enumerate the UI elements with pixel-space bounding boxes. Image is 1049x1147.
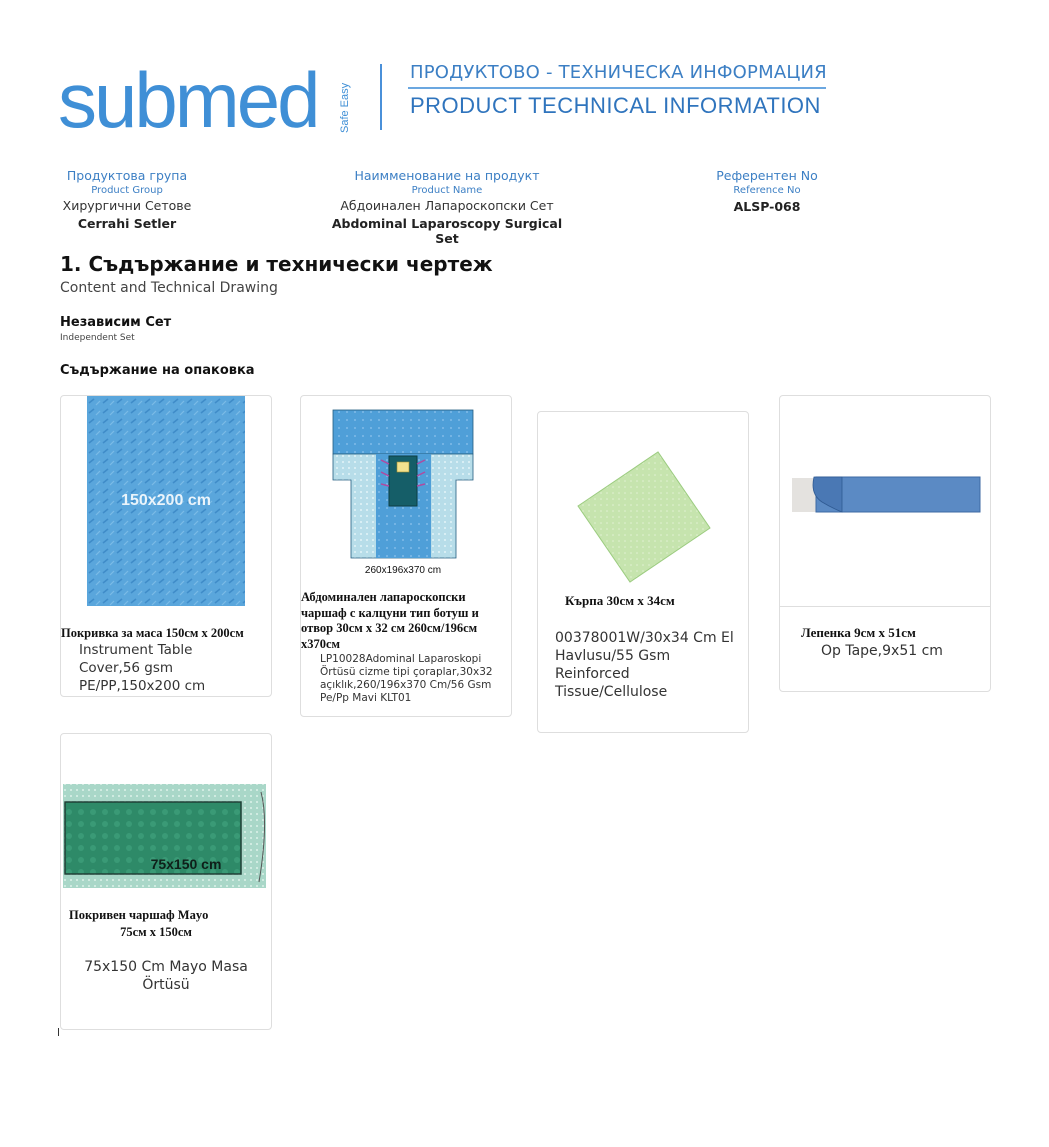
table-cover-image: [87, 396, 245, 606]
set-subtitle: Independent Set: [60, 333, 135, 343]
product-name-value-en: Abdominal Laparoscopy Surgical Set: [331, 216, 563, 246]
abdominal-drape-description: LP10028Adominal Laparoskopi Örtüsü cizme tipi çoraplar,30x32 açıklık,260/196x370 Cm/56 Gsm Pe/Pp Mavi KLT01: [320, 653, 493, 704]
table-cover-dimension-label: 150x200 cm: [121, 492, 211, 509]
item-card-op-tape: [779, 395, 991, 692]
product-group-label: Продуктова група: [66, 168, 188, 183]
tape-image-divider: [780, 606, 990, 607]
product-group-block: [42, 168, 212, 231]
towel-title-bg: Кърпа 30см x 34см: [565, 593, 675, 608]
abdominal-drape-dimension-label: 260x196x370 cm: [364, 565, 442, 576]
title-rule: [408, 87, 826, 89]
logo-wordmark: submed: [58, 56, 318, 135]
towel-image: [574, 448, 714, 588]
towel-description: 00378001W/30x34 Cm El Havlusu/55 Gsm Reinforced Tissue/Cellulose: [555, 630, 734, 700]
package-contents-title: Съдържание на опаковка: [60, 363, 255, 378]
table-cover-description: Instrument Table Cover,56 gsm PE/PP,150x200 cm: [79, 642, 206, 694]
product-group-value: Хирургични Сетове: [62, 198, 192, 213]
reference-label: Референтен No: [716, 168, 818, 183]
table-cover-title-bg: Покривка за маса 150см x 200см: [61, 626, 244, 640]
mayo-cover-image: [63, 782, 268, 890]
header-divider: [380, 64, 382, 130]
mayo-cover-title-bg-line1: Покривен чаршаф Mayo: [69, 908, 209, 922]
reference-block: [690, 168, 844, 214]
mayo-cover-description-line1: 75x150 Cm Mayo Masa: [84, 959, 248, 975]
section-title: 1. Съдържание и технически чертеж: [60, 252, 493, 276]
page-mark: [58, 1028, 59, 1036]
item-card-table-cover: [60, 395, 272, 697]
mayo-cover-description-line2: Örtüsü: [142, 977, 190, 993]
item-card-abdominal-drape: [300, 395, 512, 717]
product-name-label: Наимменование на продукт: [354, 168, 540, 183]
product-group-label-en: Product Group: [91, 185, 163, 196]
abdominal-drape-drawing: [311, 400, 501, 580]
item-card-mayo-cover: [60, 733, 272, 1030]
set-title: Независим Сет: [60, 315, 172, 330]
product-name-value: Абдоинален Лапароскопски Сет: [340, 198, 554, 213]
reference-label-en: Reference No: [733, 185, 801, 196]
mayo-cover-title-bg-line2: 75см x 150см: [120, 925, 192, 939]
section-subtitle: Content and Technical Drawing: [60, 280, 278, 296]
title-bulgarian: ПРОДУКТОВО - ТЕХНИЧЕСКА ИНФОРМАЦИЯ: [410, 62, 827, 83]
op-tape-description: Op Tape,9x51 cm: [821, 643, 943, 659]
op-tape-image: [792, 474, 982, 514]
mayo-cover-dimension-label: 75x150 cm: [150, 856, 222, 872]
reference-value: ALSP-068: [733, 199, 801, 214]
abdominal-drape-title-bg: Абдоминален лапароскопски чаршаф с калцуни тип ботуш и отвор 30см x 32 см 260см/196см x370см: [301, 590, 479, 651]
submed-logo: [58, 55, 358, 135]
logo-tagline: Safe Easy: [339, 82, 351, 133]
product-name-block: [318, 168, 576, 246]
item-card-towel: [537, 411, 749, 733]
product-name-label-en: Product Name: [411, 185, 483, 196]
title-english: PRODUCT TECHNICAL INFORMATION: [410, 93, 821, 118]
op-tape-title-bg: Лепенка 9см x 51см: [801, 625, 916, 640]
product-group-value-en: Cerrahi Setler: [77, 216, 177, 231]
